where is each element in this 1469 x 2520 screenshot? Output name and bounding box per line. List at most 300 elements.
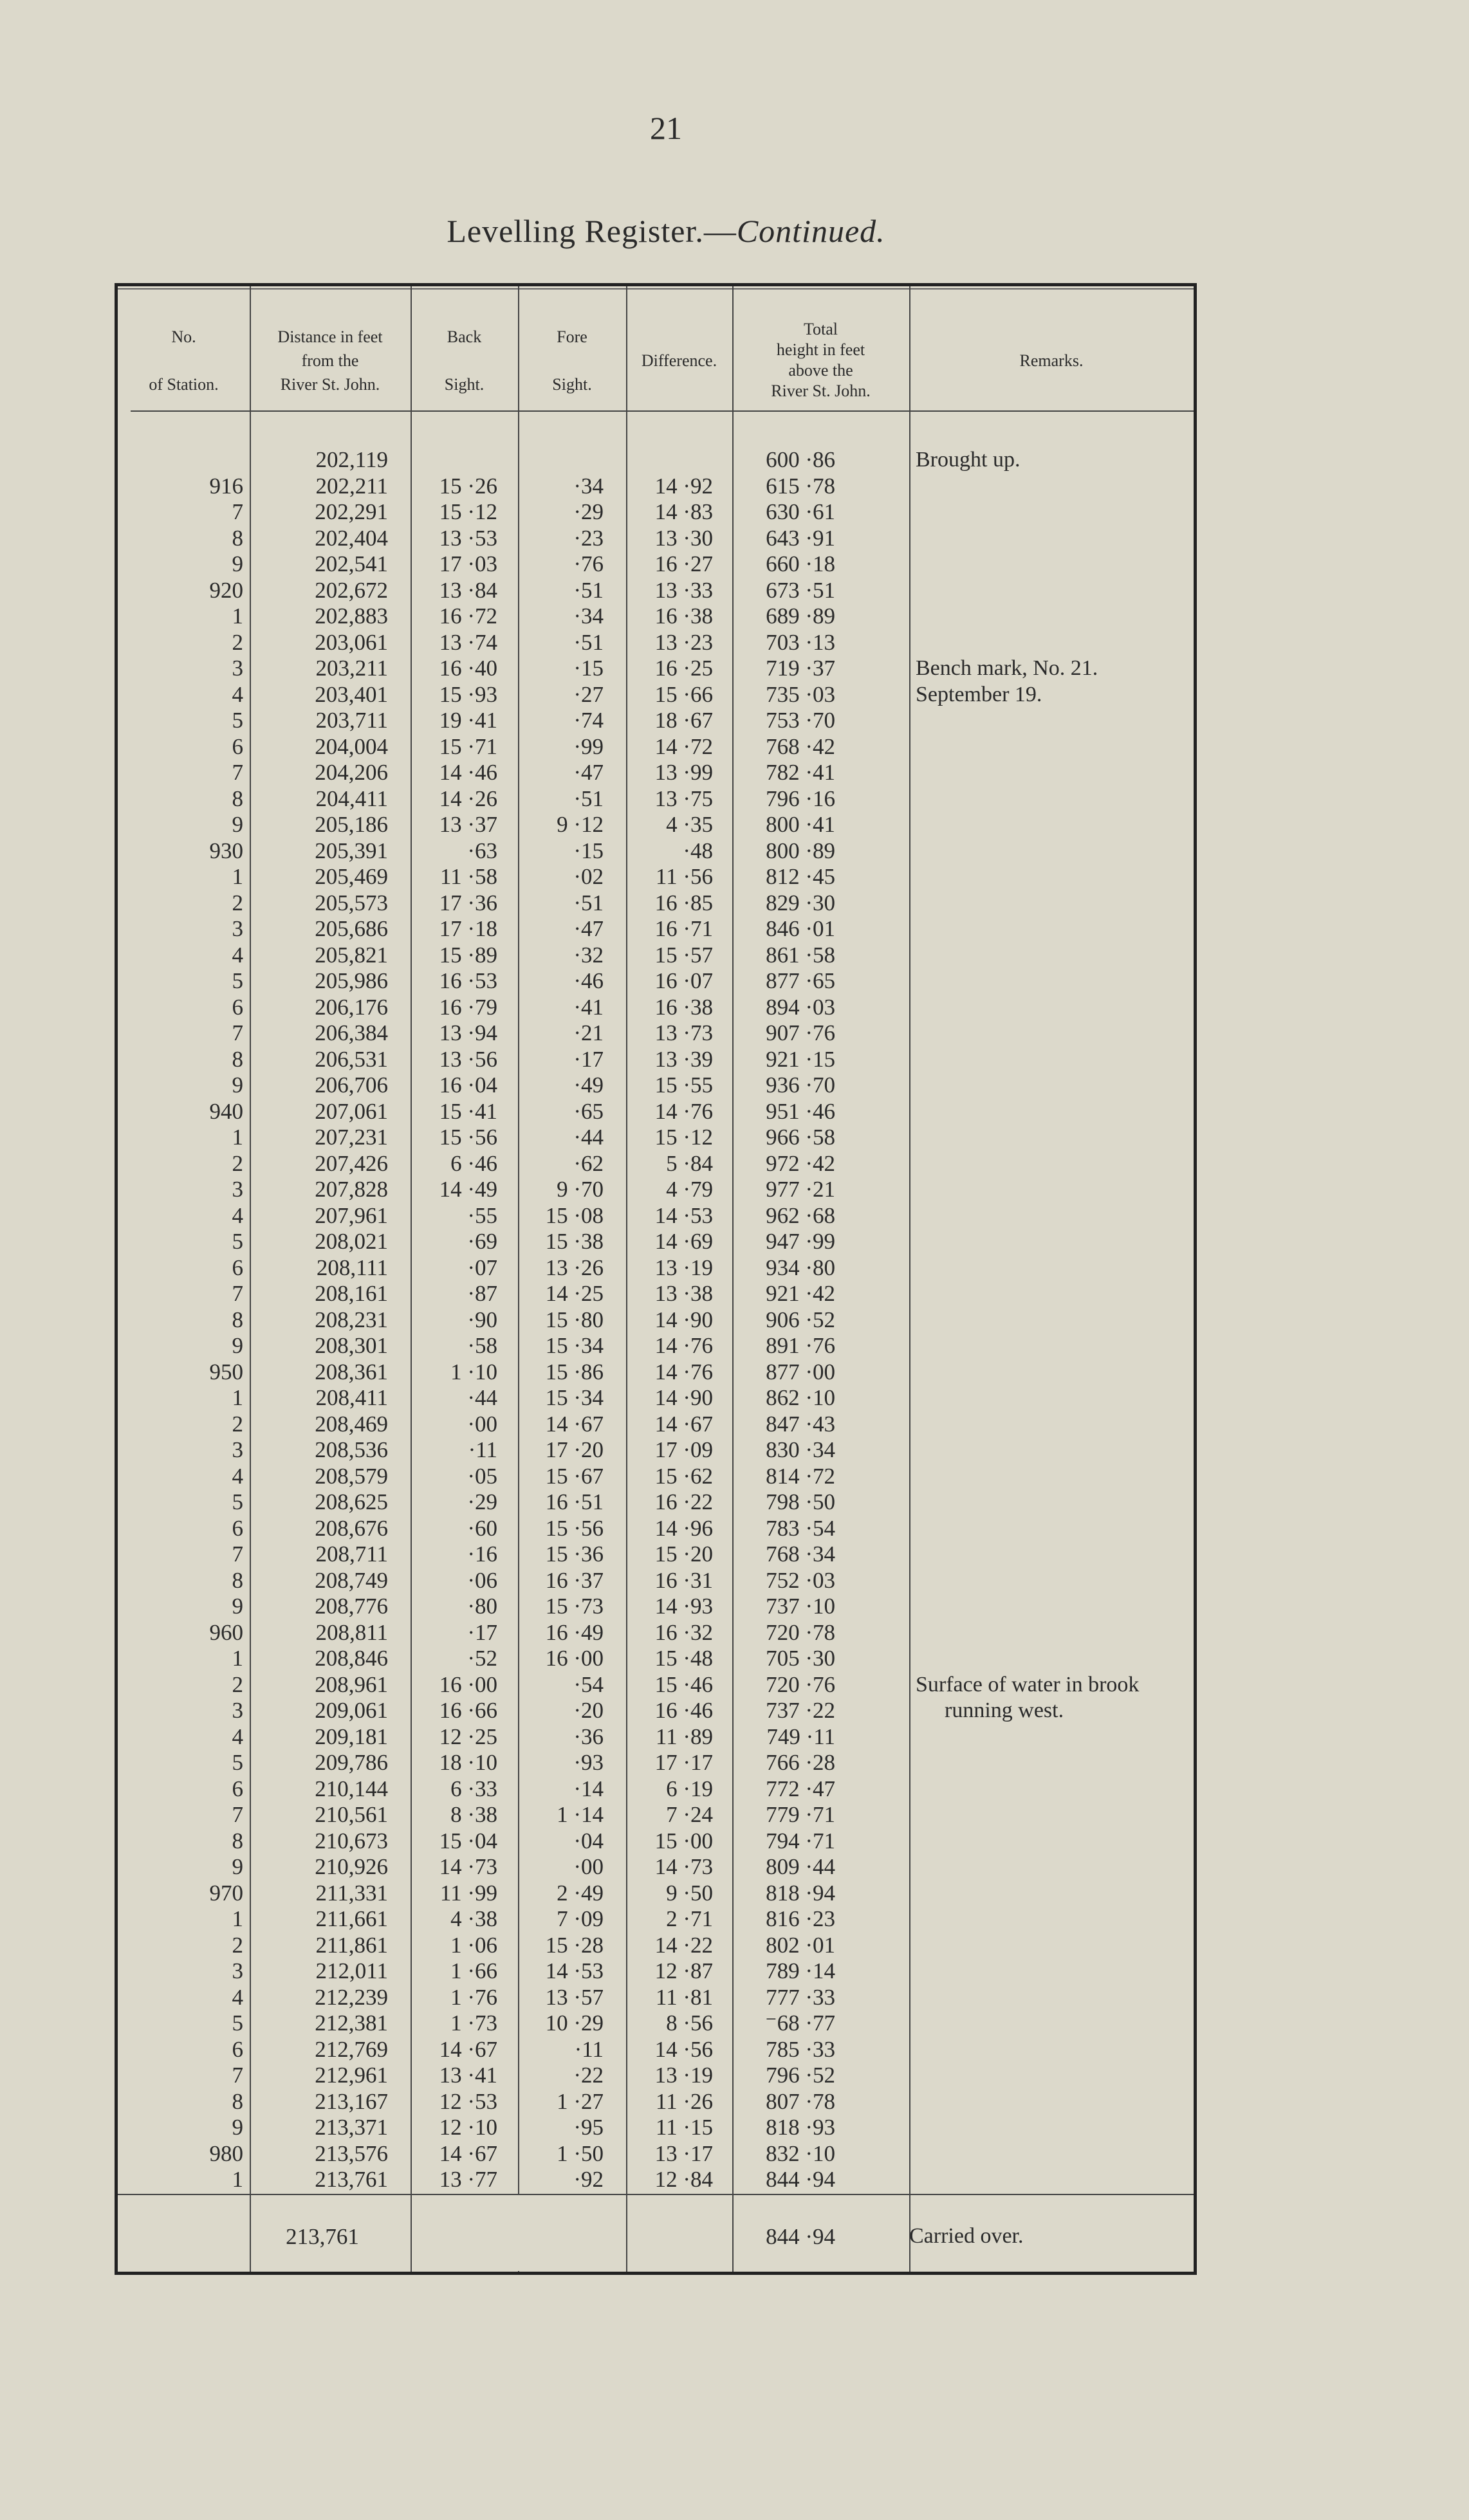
station-number: 8 — [232, 1046, 243, 1072]
back-sight-cell: 18 ·10 — [439, 1750, 497, 1775]
difference-cell: 13 ·30 — [654, 525, 713, 551]
distance-cell: 205,686 — [315, 916, 388, 941]
difference-cell: 15 ·46 — [654, 1671, 713, 1697]
station-number: 6 — [232, 1255, 243, 1280]
table-row — [118, 1229, 1194, 1255]
fore-sight-cell: ·51 — [573, 577, 604, 603]
total-height-cell: 749 ·11 — [766, 1724, 835, 1749]
header-line: No. — [171, 327, 196, 346]
station-number: 6 — [232, 2036, 243, 2062]
table-row — [118, 734, 1194, 760]
station-number: 1 — [232, 864, 243, 889]
back-sight-cell: 15 ·89 — [439, 942, 497, 968]
fore-sight-cell: 16 ·51 — [545, 1489, 604, 1514]
total-height-cell: 972 ·42 — [766, 1150, 835, 1176]
header-difference — [626, 312, 732, 409]
difference-cell: 8 ·56 — [666, 2010, 713, 2036]
total-height-cell: 794 ·71 — [766, 1828, 835, 1853]
header-total — [732, 312, 909, 409]
distance-cell: 212,239 — [315, 1984, 388, 2010]
distance-cell: 206,176 — [315, 994, 388, 1020]
header-line: Distance in feet — [277, 327, 383, 346]
difference-cell: 15 ·20 — [654, 1541, 713, 1567]
total-height-cell: 816 ·23 — [766, 1906, 835, 1931]
distance-cell: 202,211 — [315, 473, 388, 499]
difference-cell: 14 ·92 — [654, 473, 713, 499]
total-height-cell: 818 ·93 — [766, 2115, 835, 2140]
header-back-sight — [411, 312, 518, 409]
difference-cell: 9 ·50 — [666, 1880, 713, 1906]
distance-cell: 207,828 — [315, 1177, 388, 1202]
page-title — [0, 212, 1332, 250]
distance-cell: 208,811 — [315, 1619, 388, 1645]
fore-sight-cell: ·02 — [573, 864, 604, 889]
back-sight-cell: 6 ·46 — [450, 1150, 497, 1176]
table-row — [118, 682, 1194, 708]
difference-cell: 15 ·66 — [654, 681, 713, 707]
difference-cell: 14 ·76 — [654, 1333, 713, 1358]
header-line: Sight. — [552, 374, 592, 394]
distance-cell: 213,761 — [315, 2167, 388, 2192]
fore-sight-cell: ·51 — [573, 890, 604, 915]
remarks-cell: Surface of water in brook — [916, 1672, 1140, 1697]
difference-cell: 16 ·25 — [654, 656, 713, 681]
fore-sight-cell: ·27 — [573, 681, 604, 707]
distance-cell: 211,661 — [315, 1906, 388, 1931]
back-sight-cell: 17 ·36 — [439, 890, 497, 915]
total-height-cell: 630 ·61 — [766, 499, 835, 524]
station-number: 6 — [232, 1515, 243, 1541]
station-number: 9 — [232, 1072, 243, 1098]
station-number: 7 — [232, 1541, 243, 1567]
total-height-cell: 847 ·43 — [766, 1411, 835, 1437]
difference-cell: 14 ·67 — [654, 1411, 713, 1437]
station-number: 4 — [232, 681, 243, 707]
distance-cell: 212,769 — [315, 2036, 388, 2062]
total-height-cell: 947 ·99 — [766, 1229, 835, 1254]
fore-sight-cell: 13 ·26 — [545, 1255, 604, 1280]
station-number: 7 — [232, 2063, 243, 2088]
fore-sight-cell: 9 ·12 — [557, 812, 604, 837]
table-row — [118, 1203, 1194, 1229]
back-sight-cell: 1 ·06 — [450, 1932, 497, 1958]
station-number: 3 — [232, 656, 243, 681]
distance-cell: 205,986 — [315, 968, 388, 993]
station-number: 2 — [232, 1932, 243, 1958]
station-number: 3 — [232, 1437, 243, 1462]
fore-sight-cell: 15 ·36 — [545, 1541, 604, 1567]
table-row — [118, 1020, 1194, 1047]
header-line: Total — [803, 320, 838, 338]
distance-cell: 210,561 — [315, 1802, 388, 1827]
total-height-cell: 877 ·65 — [766, 968, 835, 993]
distance-cell: 209,181 — [315, 1724, 388, 1749]
header-line: from the — [301, 351, 359, 370]
table-row — [118, 499, 1194, 526]
fore-sight-cell: 16 ·49 — [545, 1619, 604, 1645]
table-row — [118, 838, 1194, 865]
distance-cell: 213,167 — [315, 2088, 388, 2114]
difference-cell: 14 ·69 — [654, 1229, 713, 1254]
difference-cell: 6 ·19 — [666, 1776, 713, 1801]
station-number: 930 — [209, 838, 243, 863]
distance-cell: 208,846 — [315, 1646, 388, 1671]
station-number: 8 — [232, 1307, 243, 1332]
levelling-table — [115, 283, 1197, 2275]
fore-sight-cell: ·47 — [573, 916, 604, 941]
header-rule — [131, 410, 1194, 412]
fore-sight-cell: ·15 — [573, 838, 604, 863]
total-height-cell: 789 ·14 — [766, 1958, 835, 1983]
difference-cell: 15 ·00 — [654, 1828, 713, 1853]
total-height-cell: 921 ·15 — [766, 1046, 835, 1072]
fore-sight-cell: 15 ·73 — [545, 1594, 604, 1619]
total-height-cell: 906 ·52 — [766, 1307, 835, 1332]
difference-cell: 17 ·09 — [654, 1437, 713, 1462]
total-height-cell: 766 ·28 — [766, 1750, 835, 1775]
back-sight-cell: 13 ·77 — [439, 2167, 497, 2192]
table-row — [118, 812, 1194, 838]
back-sight-cell: 14 ·73 — [439, 1854, 497, 1879]
header-no — [118, 312, 250, 409]
station-number: 4 — [232, 1724, 243, 1749]
fore-sight-cell: ·00 — [573, 1854, 604, 1879]
back-sight-cell: ·63 — [467, 838, 497, 863]
difference-cell: 14 ·53 — [654, 1202, 713, 1228]
fore-sight-cell: ·99 — [573, 733, 604, 759]
distance-cell: 208,231 — [315, 1307, 388, 1332]
remarks-cell: running west. — [945, 1698, 1064, 1722]
station-number: 3 — [232, 1958, 243, 1983]
fore-sight-cell: ·93 — [573, 1750, 604, 1775]
table-row — [118, 603, 1194, 630]
station-number: 5 — [232, 2010, 243, 2036]
fore-sight-cell: ·14 — [573, 1776, 604, 1801]
fore-sight-cell: 14 ·67 — [545, 1411, 604, 1437]
table-row — [118, 1594, 1194, 1620]
table-row — [118, 1333, 1194, 1359]
fore-sight-cell: ·17 — [573, 1046, 604, 1072]
station-number: 4 — [232, 1463, 243, 1489]
difference-cell: 14 ·76 — [654, 1098, 713, 1124]
total-height-cell: 768 ·42 — [766, 733, 835, 759]
fore-sight-cell: 16 ·37 — [545, 1567, 604, 1593]
total-height-cell: 861 ·58 — [766, 942, 835, 968]
distance-cell: 205,186 — [315, 812, 388, 837]
back-sight-cell: 14 ·67 — [439, 2140, 497, 2166]
total-height-cell: 832 ·10 — [766, 2140, 835, 2166]
back-sight-cell: 6 ·33 — [450, 1776, 497, 1801]
fore-sight-cell: ·51 — [573, 786, 604, 811]
back-sight-cell: 15 ·56 — [439, 1125, 497, 1150]
table-row — [118, 1437, 1194, 1464]
distance-cell: 208,625 — [315, 1489, 388, 1514]
station-number: 6 — [232, 994, 243, 1020]
distance-cell: 209,061 — [315, 1698, 388, 1723]
station-number: 5 — [232, 708, 243, 733]
table-row — [118, 2089, 1194, 2115]
table-row — [118, 2010, 1194, 2037]
header-line: above the — [788, 361, 853, 380]
total-height-cell: 752 ·03 — [766, 1567, 835, 1593]
table-row — [118, 2063, 1194, 2089]
footer-total: 844 ·94 — [766, 2224, 835, 2249]
fore-sight-cell: ·76 — [573, 551, 604, 576]
table-footer — [118, 2194, 1194, 2272]
station-number: 5 — [232, 1229, 243, 1254]
fore-sight-cell: ·51 — [573, 629, 604, 655]
fore-sight-cell: 2 ·49 — [557, 1880, 604, 1906]
distance-cell: 206,706 — [315, 1072, 388, 1098]
total-height-cell: 830 ·34 — [766, 1437, 835, 1462]
back-sight-cell: 15 ·12 — [439, 499, 497, 524]
station-number: 9 — [232, 812, 243, 837]
station-number: 1 — [232, 1646, 243, 1671]
distance-cell: 211,331 — [315, 1880, 388, 1906]
table-row — [118, 447, 1194, 474]
back-sight-cell: 11 ·99 — [439, 1880, 497, 1906]
distance-cell: 209,786 — [315, 1750, 388, 1775]
difference-cell: 13 ·19 — [654, 1255, 713, 1280]
distance-cell: 205,573 — [315, 890, 388, 915]
back-sight-cell: ·44 — [467, 1385, 497, 1410]
distance-cell: 203,211 — [315, 656, 388, 681]
difference-cell: 13 ·75 — [654, 786, 713, 811]
total-height-cell: 600 ·86 — [766, 447, 835, 472]
station-number: 4 — [232, 942, 243, 968]
remarks-cell: September 19. — [916, 682, 1042, 706]
back-sight-cell: ·87 — [467, 1281, 497, 1306]
back-sight-cell: 15 ·26 — [439, 473, 497, 499]
distance-cell: 208,579 — [315, 1463, 388, 1489]
fore-sight-cell: 15 ·80 — [545, 1307, 604, 1332]
table-row — [118, 1281, 1194, 1307]
difference-cell: 7 ·24 — [666, 1802, 713, 1827]
station-number: 8 — [232, 525, 243, 551]
fore-sight-cell: 15 ·34 — [545, 1333, 604, 1358]
table-row — [118, 1698, 1194, 1724]
distance-cell: 208,021 — [315, 1229, 388, 1254]
table-row — [118, 1646, 1194, 1672]
table-row — [118, 1359, 1194, 1386]
table-row — [118, 1099, 1194, 1125]
station-number: 8 — [232, 1567, 243, 1593]
header-distance — [250, 312, 411, 409]
total-height-cell: 643 ·91 — [766, 525, 835, 551]
back-sight-cell: 14 ·67 — [439, 2036, 497, 2062]
difference-cell: 11 ·26 — [655, 2088, 713, 2114]
station-number: 8 — [232, 786, 243, 811]
fore-sight-cell: ·74 — [573, 708, 604, 733]
fore-sight-cell: ·44 — [573, 1125, 604, 1150]
difference-cell: 15 ·12 — [654, 1125, 713, 1150]
total-height-cell: 737 ·22 — [766, 1698, 835, 1723]
table-row — [118, 786, 1194, 813]
table-row — [118, 630, 1194, 656]
fore-sight-cell: ·20 — [573, 1698, 604, 1723]
table-row — [118, 1724, 1194, 1751]
table-row — [118, 995, 1194, 1021]
table-row — [118, 1516, 1194, 1542]
station-number: 920 — [209, 577, 243, 603]
station-number: 7 — [232, 1802, 243, 1827]
station-number: 1 — [232, 603, 243, 629]
distance-cell: 208,411 — [315, 1385, 388, 1410]
back-sight-cell: 17 ·18 — [439, 916, 497, 941]
difference-cell: 15 ·55 — [654, 1072, 713, 1098]
fore-sight-cell: ·34 — [573, 473, 604, 499]
difference-cell: 15 ·62 — [654, 1463, 713, 1489]
header-remarks — [909, 312, 1194, 409]
distance-cell: 207,061 — [315, 1098, 388, 1124]
table-row — [118, 1933, 1194, 1959]
station-number: 4 — [232, 1984, 243, 2010]
remarks-cell: Brought up. — [916, 448, 1021, 472]
station-number: 970 — [209, 1880, 243, 1906]
distance-cell: 208,111 — [316, 1255, 388, 1280]
difference-cell: 14 ·93 — [654, 1594, 713, 1619]
total-height-cell: 673 ·51 — [766, 577, 835, 603]
footer-blank — [412, 2195, 625, 2271]
back-sight-cell: 1 ·10 — [450, 1359, 497, 1384]
total-height-cell: 846 ·01 — [766, 916, 835, 941]
distance-cell: 205,821 — [315, 942, 388, 968]
table-row — [118, 1776, 1194, 1803]
back-sight-cell: 17 ·03 — [439, 551, 497, 576]
table-row — [118, 1047, 1194, 1073]
table-row — [118, 1802, 1194, 1828]
back-sight-cell: ·07 — [467, 1255, 497, 1280]
table-row — [118, 760, 1194, 786]
back-sight-cell: 13 ·56 — [439, 1046, 497, 1072]
station-number: 8 — [232, 2088, 243, 2114]
total-height-cell: 891 ·76 — [766, 1333, 835, 1358]
total-height-cell: 737 ·10 — [766, 1594, 835, 1619]
total-height-cell: 796 ·52 — [766, 2063, 835, 2088]
total-height-cell: 783 ·54 — [766, 1515, 835, 1541]
fore-sight-cell: 15 ·38 — [545, 1229, 604, 1254]
station-number: 9 — [232, 1594, 243, 1619]
table-row — [118, 2115, 1194, 2141]
difference-cell: 11 ·15 — [655, 2115, 713, 2140]
total-height-cell: 812 ·45 — [766, 864, 835, 889]
distance-cell: 203,711 — [315, 708, 388, 733]
station-number: 960 — [209, 1619, 243, 1645]
total-height-cell: 951 ·46 — [766, 1098, 835, 1124]
total-height-cell: 720 ·76 — [766, 1671, 835, 1697]
total-height-cell: 894 ·03 — [766, 994, 835, 1020]
distance-cell: 208,711 — [315, 1541, 388, 1567]
fore-sight-cell: 9 ·70 — [557, 1177, 604, 1202]
header-line: River St. John. — [280, 374, 380, 394]
fore-sight-cell: 15 ·86 — [545, 1359, 604, 1384]
header-line — [181, 349, 186, 372]
back-sight-cell: 1 ·66 — [450, 1958, 497, 1983]
total-height-cell: 977 ·21 — [766, 1177, 835, 1202]
title-main: Levelling Register.— — [447, 213, 737, 249]
fore-sight-cell: 15 ·28 — [545, 1932, 604, 1958]
header-line: Sight. — [444, 374, 485, 394]
table-row — [118, 2167, 1194, 2193]
distance-cell: 206,384 — [315, 1020, 388, 1045]
header-line: Difference. — [641, 351, 717, 370]
table-row — [118, 1489, 1194, 1516]
table-row — [118, 890, 1194, 917]
fore-sight-cell: ·47 — [573, 760, 604, 785]
fore-sight-cell: 15 ·08 — [545, 1202, 604, 1228]
distance-cell: 204,411 — [315, 786, 388, 811]
fore-sight-cell: ·15 — [573, 656, 604, 681]
table-row — [118, 1541, 1194, 1568]
fore-sight-cell: 1 ·50 — [557, 2140, 604, 2166]
total-height-cell: 703 ·13 — [766, 629, 835, 655]
fore-sight-cell: ·11 — [574, 2036, 604, 2062]
difference-cell: 17 ·17 — [654, 1750, 713, 1775]
header-line: Back — [447, 327, 482, 346]
table-row — [118, 526, 1194, 552]
station-number: 3 — [232, 1177, 243, 1202]
difference-cell: 13 ·33 — [654, 577, 713, 603]
total-height-cell: 719 ·37 — [766, 656, 835, 681]
header-line: height in feet — [776, 340, 865, 359]
difference-cell: 15 ·57 — [654, 942, 713, 968]
total-height-cell: ⁻68 ·77 — [765, 2010, 835, 2036]
fore-sight-cell: 10 ·29 — [545, 2010, 604, 2036]
total-height-cell: 966 ·58 — [766, 1125, 835, 1150]
difference-cell: 4 ·35 — [666, 812, 713, 837]
back-sight-cell: ·17 — [467, 1619, 497, 1645]
table-row — [118, 968, 1194, 995]
back-sight-cell: 8 ·38 — [450, 1802, 497, 1827]
back-sight-cell: ·90 — [467, 1307, 497, 1332]
fore-sight-cell: 14 ·25 — [545, 1281, 604, 1306]
back-sight-cell: 13 ·94 — [439, 1020, 497, 1045]
difference-cell: 4 ·79 — [666, 1177, 713, 1202]
difference-cell: 16 ·71 — [654, 916, 713, 941]
back-sight-cell: ·60 — [467, 1515, 497, 1541]
back-sight-cell: 16 ·40 — [439, 656, 497, 681]
fore-sight-cell: ·29 — [573, 499, 604, 524]
difference-cell: 14 ·76 — [654, 1359, 713, 1384]
distance-cell: 205,391 — [315, 838, 388, 863]
fore-sight-cell: ·46 — [573, 968, 604, 993]
distance-cell: 210,673 — [315, 1828, 388, 1853]
fore-sight-cell: ·54 — [573, 1671, 604, 1697]
distance-cell: 203,401 — [315, 681, 388, 707]
table-row — [118, 1958, 1194, 1985]
total-height-cell: 807 ·78 — [766, 2088, 835, 2114]
difference-cell: 13 ·19 — [654, 2063, 713, 2088]
total-height-cell: 814 ·72 — [766, 1463, 835, 1489]
table-row — [118, 1828, 1194, 1855]
back-sight-cell: 16 ·53 — [439, 968, 497, 993]
back-sight-cell: 12 ·10 — [439, 2115, 497, 2140]
distance-cell: 206,531 — [315, 1046, 388, 1072]
table-row — [118, 1568, 1194, 1594]
distance-cell: 210,926 — [315, 1854, 388, 1879]
distance-cell: 212,381 — [315, 2010, 388, 2036]
table-row — [118, 1750, 1194, 1776]
fore-sight-cell: 15 ·67 — [545, 1463, 604, 1489]
station-number: 7 — [232, 1020, 243, 1045]
table-row — [118, 1255, 1194, 1282]
difference-cell: 12 ·87 — [654, 1958, 713, 1983]
total-height-cell: 936 ·70 — [766, 1072, 835, 1098]
distance-cell: 202,119 — [315, 447, 388, 472]
table-row — [118, 1620, 1194, 1646]
difference-cell: 2 ·71 — [666, 1906, 713, 1931]
total-height-cell: 800 ·89 — [766, 838, 835, 863]
